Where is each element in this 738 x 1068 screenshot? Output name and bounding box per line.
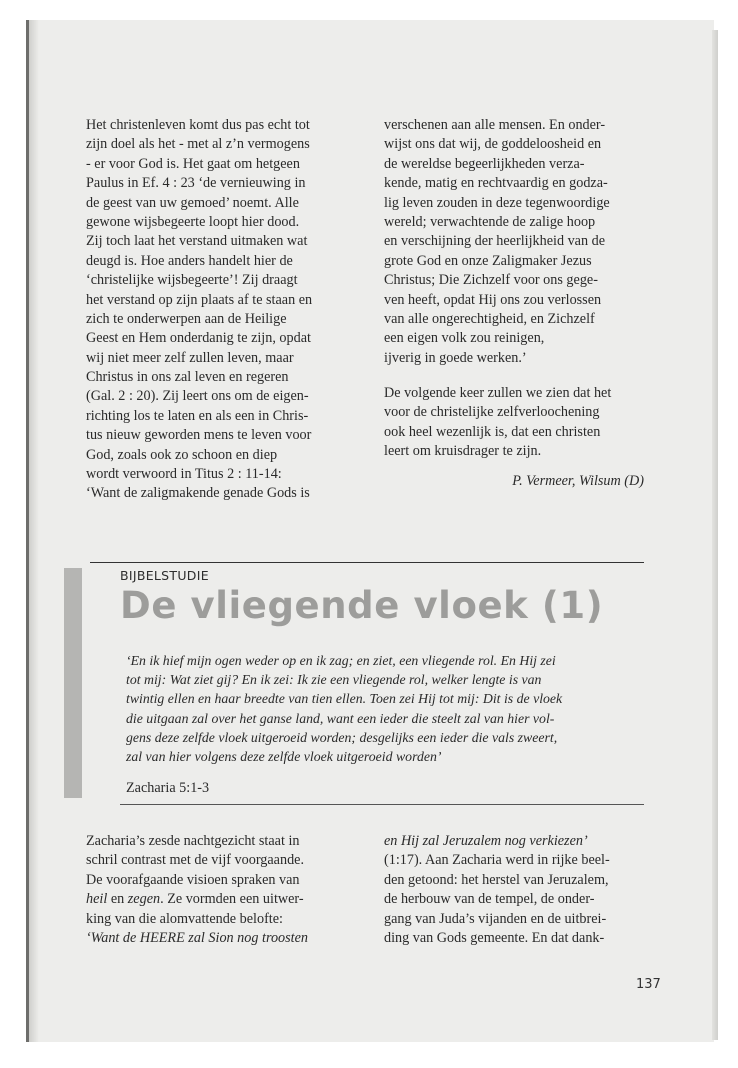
text-line: Christus in ons zal leven en regeren [86,369,289,386]
emphasis-text: zegen [127,891,161,908]
text-line: De volgende keer zullen we zien dat het [384,385,612,402]
text-line: een eigen volk zou reinigen, [384,330,545,347]
text-line: Zacharia’s zesde nachtgezicht staat in [86,833,300,849]
text-line: zich te onderwerpen aan de Heilige [86,310,287,327]
text-line: wijst ons dat wij, de goddeloosheid en [384,136,602,153]
text-line: deugd is. Hoe anders handelt hier de [86,252,293,269]
quote-line: tot mij: Wat ziet gij? En ik zei: Ik zie een vliegende rol, welker lengte is van [126,672,542,688]
text-line: Geest en Hem onderdanig te zijn, opdat [86,330,311,347]
section-bottom-rule [120,804,644,805]
text-line: kende, matig en rechtvaardig en godza- [384,175,608,192]
text-line: de herbouw van de tempel, de onder- [384,891,595,908]
text-line: grote God en onze Zaligmaker Jezus [384,252,592,269]
text-line: wereld; verwachtende de zalige hoop [384,213,596,230]
text-line: schril contrast met de vijf voorgaande. [86,852,305,869]
study-column-right [384,832,610,948]
text-line: ven heeft, opdat Hij ons zou verlossen [384,291,602,308]
quote-line: zal van hier volgens deze zelfde vloek uitgeroeid worden’ [126,748,442,764]
paragraph-gap [384,368,644,384]
inline-text: en [107,891,128,908]
text-line: en Hij zal Jeruzalem nog verkiezen’ [384,833,588,849]
text-line: wordt verwoord in Titus 2 : 11-14: [86,466,282,483]
text-line: Christus; Die Zichzelf voor ons gege- [384,272,598,289]
section-top-rule [90,562,644,563]
section-accent-bar [64,568,82,798]
quote-line: ‘En ik hief mijn ogen weder op en ik zag; en ziet, een vliegende rol. En Hij zei [126,653,556,668]
text-line: Paulus in Ef. 4 : 23 ‘de vernieuwing in [86,175,306,192]
text-line: voor de christelijke zelfverloochening [384,404,600,421]
text-line: ijverig in goede werken.’ [384,349,527,366]
text-line: gang van Juda’s vijanden en de uitbrei- [384,910,607,927]
text-line: den getoond: het herstel van Jeruzalem, [384,871,609,888]
page-number: 137 [636,977,661,992]
text-line: de wereldse begeerlijkheden verza- [384,155,585,172]
paragraph-gap [384,462,644,472]
text-line: God, zoals ook zo schoon en diep [86,446,278,463]
text-line: wij niet meer zelf zullen leven, maar [86,349,294,366]
quote-line: die uitgaan zal over het ganse land, want een ieder die steelt zal van hier vol- [126,710,555,726]
scripture-quote [126,651,562,766]
text-line: tus nieuw geworden mens te leven voor [86,427,312,444]
text-line: richting los te laten en als een in Chris- [86,407,309,424]
text-line: en verschijning der heerlijkheid van de [384,233,606,250]
text-line: De voorafgaande visioen spraken van [86,871,300,888]
author-signature: P. Vermeer, Wilsum (D) [512,472,644,489]
text-line: lig leven zouden in deze tegenwoordige [384,194,610,211]
text-line: gewone wijsbegeerte loopt hier dood. [86,213,300,230]
text-line: zijn doel als het - met al z’n vermogens [86,136,310,153]
text-line: ‘christelijke wijsbegeerte’! Zij draagt [86,272,298,289]
text-line [86,890,308,909]
text-line: (Gal. 2 : 20). Zij leert ons om de eigen- [86,388,309,405]
text-line: het verstand op zijn plaats af te staan en [86,291,313,308]
page-edge [712,30,718,1040]
text-line: ook heel wezenlijk is, dat een christen [384,423,601,440]
article-column-left [86,116,312,504]
text-line: ‘Want de zaligmakende genade Gods is [86,485,310,502]
section-label: BIJBELSTUDIE [120,568,209,583]
text-line: de geest van uw gemoed’ noemt. Alle [86,194,299,211]
text-line: Zij toch laat het verstand uitmaken wat [86,233,308,250]
quote-line: gens deze zelfde vloek uitgeroeid worden; desgelijks een ieder die vals zweert, [126,729,558,745]
text-line: ‘Want de HEERE zal Sion nog troosten [86,929,308,946]
inline-text: . Ze vormden een uitwer- [160,891,304,908]
spine-shadow [29,20,39,1042]
text-line: - er voor God is. Het gaat om hetgeen [86,155,300,172]
text-line: leert om kruisdrager te zijn. [384,443,542,460]
text-line: king van die alomvattende belofte: [86,910,283,927]
text-line: verschenen aan alle mensen. En onder- [384,117,606,133]
emphasis-text: heil [86,891,108,908]
text-line: ding van Gods gemeente. En dat dank- [384,929,605,946]
study-column-left [86,832,308,948]
quote-reference: Zacharia 5:1-3 [126,780,210,796]
text-line: van alle ongerechtigheid, en Zichzelf [384,310,595,327]
section-title: De vliegende vloek (1) [120,584,604,627]
text-line: Het christenleven komt dus pas echt tot [86,117,310,133]
quote-line: twintig ellen en haar breedte van tien ellen. Toen zei Hij tot mij: Dit is de vloek [126,691,563,707]
text-line: (1:17). Aan Zacharia werd in rijke beel- [384,852,610,869]
article-column-right [384,116,644,491]
